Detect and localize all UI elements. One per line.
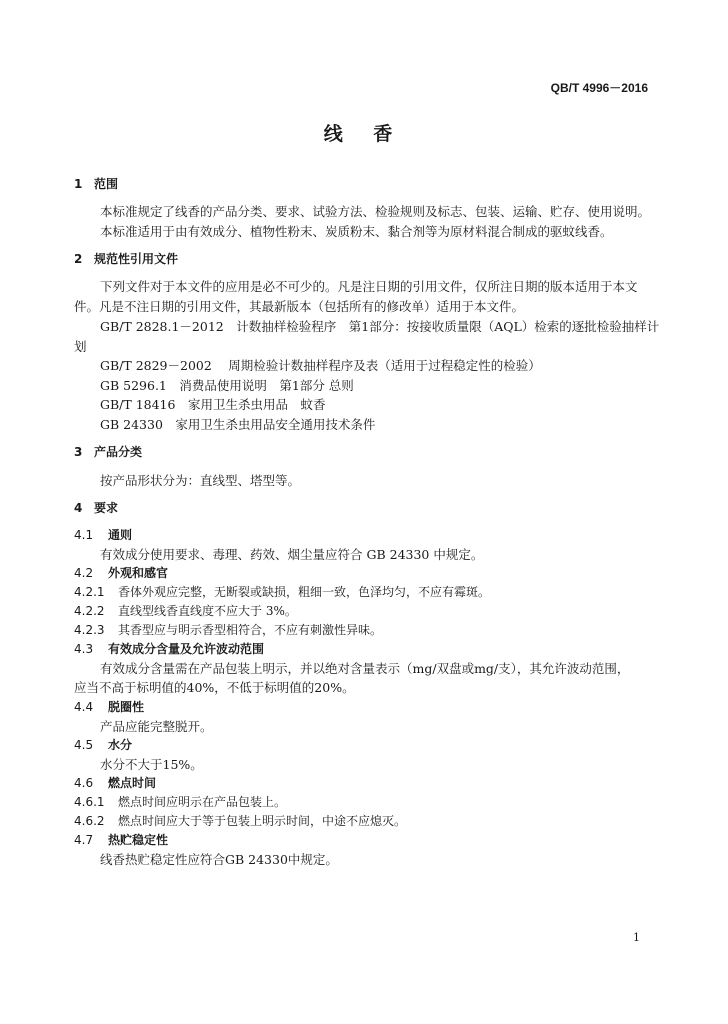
section-number: 1: [74, 177, 83, 191]
paragraph: 有效成分含量需在产品包装上明示，并以绝对含量表示（mg/双盘或mg/支），其允许波动范围，: [100, 661, 630, 676]
section-number: 2: [74, 252, 83, 266]
paragraph: 本标准适用于由有效成分、植物性粉末、炭质粉末、黏合剂等为原材料混合制成的驱蚊线香。: [100, 224, 613, 239]
section-title: 范围: [94, 177, 119, 191]
subsection-4-4-heading: [74, 701, 144, 714]
clause-4-6-1: [74, 796, 286, 809]
subsection-title: 热贮稳定性: [108, 833, 169, 847]
subsection-title: 水分: [108, 738, 133, 752]
paragraph: 水分不大于15%。: [100, 757, 203, 772]
clause-text: 香体外观应完整，无断裂或缺损，粗细一致，色泽均匀，不应有霉斑。: [118, 585, 491, 599]
paragraph: 下列文件对于本文件的应用是必不可少的。凡是注日期的引用文件，仅所注日期的版本适用于本文: [100, 279, 638, 294]
clause-text: 其香型应与明示香型相符合，不应有刺激性异味。: [118, 623, 383, 637]
section-title: 要求: [94, 501, 119, 515]
subsection-title: 脱圈性: [108, 700, 145, 714]
clause-number: 4.2.2: [74, 604, 105, 618]
paragraph: 本标准规定了线香的产品分类、要求、试验方法、检验规则及标志、包装、运输、贮存、使用说明。: [100, 204, 651, 219]
section-number: 3: [74, 445, 83, 459]
reference-item: GB 24330 家用卫生杀虫用品安全通用技术条件: [100, 417, 376, 432]
subsection-4-2-heading: [74, 567, 168, 580]
clause-4-2-3: [74, 624, 382, 637]
document-title: 线 香: [323, 123, 405, 145]
clause-number: 4.2.1: [74, 585, 105, 599]
paragraph: 产品应能完整脱开。: [100, 719, 213, 734]
subsection-number: 4.2: [74, 566, 94, 580]
subsection-title: 外观和感官: [108, 566, 169, 580]
section-4-heading: [74, 502, 118, 515]
reference-item: GB/T 2829－2002 周期检验计数抽样程序及表（适用于过程稳定性的检验）: [100, 358, 541, 373]
page-number: 1: [633, 931, 640, 944]
section-number: 4: [74, 501, 83, 515]
section-3-heading: [74, 446, 142, 459]
subsection-number: 4.6: [74, 776, 94, 790]
clause-number: 4.2.3: [74, 623, 105, 637]
subsection-number: 4.5: [74, 738, 94, 752]
reference-item: GB/T 2828.1－2012 计数抽样检验程序 第1部分：按接收质量限（AQL）检索的逐批检验抽样计: [100, 319, 660, 334]
paragraph: 线香热贮稳定性应符合GB 24330中规定。: [100, 852, 338, 867]
subsection-title: 有效成分含量及允许波动范围: [108, 642, 265, 656]
paragraph: 按产品形状分为：直线型、塔型等。: [100, 473, 301, 488]
subsection-number: 4.3: [74, 642, 94, 656]
subsection-title: 通则: [108, 528, 133, 542]
paragraph: 有效成分使用要求、毒理、药效、烟尘量应符合 GB 24330 中规定。: [100, 547, 484, 562]
reference-item: GB 5296.1 消费品使用说明 第1部分 总则: [100, 378, 354, 393]
clause-text: 燃点时间应明示在产品包装上。: [118, 795, 287, 809]
clause-4-2-1: [74, 586, 490, 599]
paragraph-continued: 应当不高于标明值的40%，不低于标明值的20%。: [74, 680, 355, 695]
section-title: 产品分类: [94, 445, 143, 459]
subsection-4-5-heading: [74, 739, 132, 752]
subsection-4-1-heading: [74, 529, 132, 542]
reference-item: GB/T 18416 家用卫生杀虫用品 蚊香: [100, 397, 326, 412]
subsection-title: 燃点时间: [108, 776, 157, 790]
subsection-4-3-heading: [74, 643, 264, 656]
subsection-4-7-heading: [74, 834, 168, 847]
subsection-4-6-heading: [74, 777, 156, 790]
subsection-number: 4.7: [74, 833, 94, 847]
subsection-number: 4.1: [74, 528, 94, 542]
clause-text: 直线型线香直线度不应大于 3%。: [118, 604, 297, 618]
paragraph-continued: 件。凡是不注日期的引用文件，其最新版本（包括所有的修改单）适用于本文件。: [74, 299, 525, 314]
section-2-heading: [74, 253, 178, 266]
clause-number: 4.6.2: [74, 814, 105, 828]
standard-number: QB/T 4996－2016: [550, 81, 648, 95]
clause-4-2-2: [74, 605, 297, 618]
clause-text: 燃点时间应大于等于包装上明示时间，中途不应熄灭。: [118, 814, 407, 828]
clause-number: 4.6.1: [74, 795, 105, 809]
clause-4-6-2: [74, 815, 406, 828]
subsection-number: 4.4: [74, 700, 94, 714]
reference-item-continued: 划: [74, 339, 87, 354]
section-title: 规范性引用文件: [94, 252, 179, 266]
section-1-heading: [74, 178, 118, 191]
